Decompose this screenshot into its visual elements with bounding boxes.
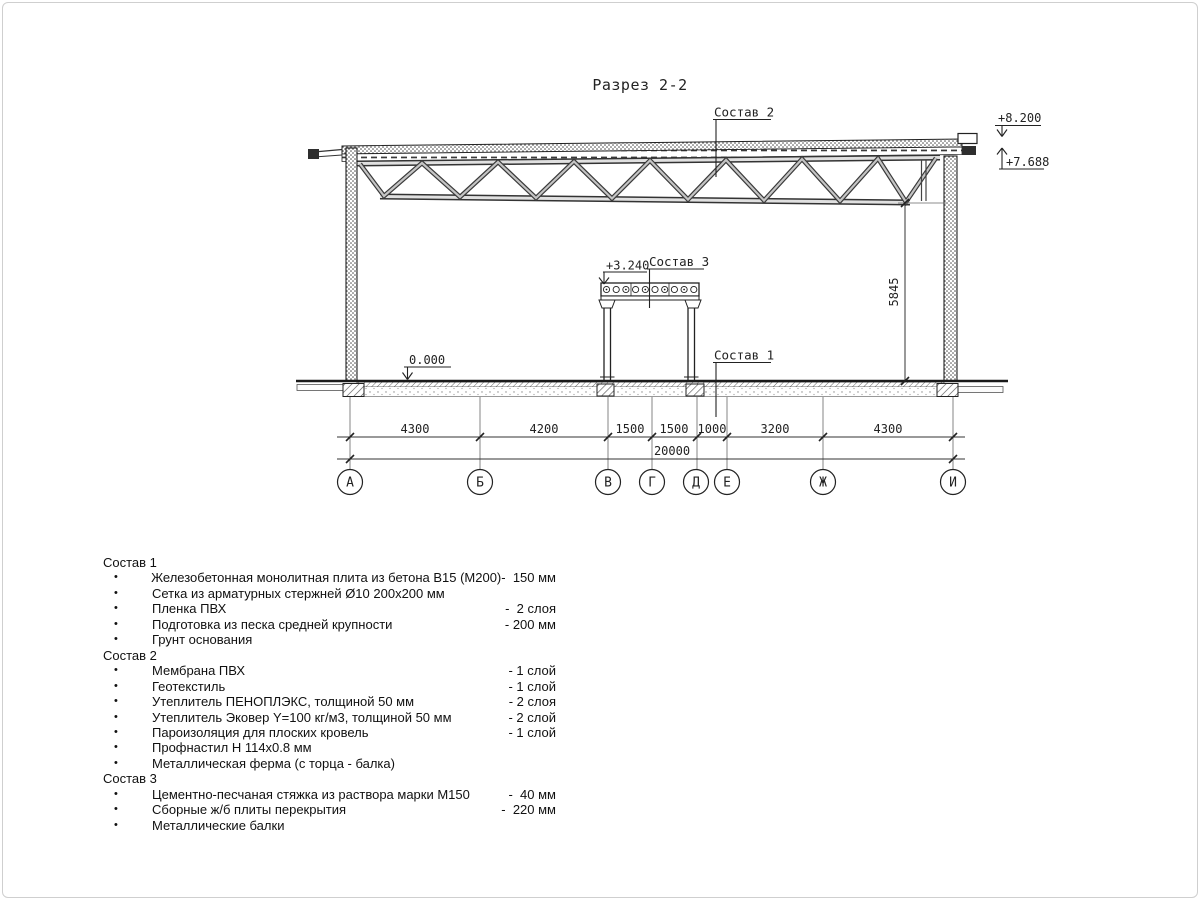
legend-item-text: Железобетонная монолитная плита из бетона В15 (М200) [151, 570, 502, 586]
floor-slab [296, 381, 1008, 397]
dim-height: 5845 [887, 277, 901, 307]
bullet-icon: • [114, 695, 118, 708]
label-sostav-2: Состав 2 [714, 104, 775, 120]
roof-truss [356, 158, 940, 203]
elevation-floor: 0.000 [409, 353, 446, 367]
left-eave-block [308, 149, 319, 159]
legend-item-text: Цементно-песчаная стяжка из раствора марки М150 [152, 786, 470, 802]
dim-total: 20000 [653, 444, 691, 458]
axis-v: В [604, 475, 612, 491]
dim-a-b: 4300 [400, 422, 430, 436]
legend-item [103, 802, 556, 817]
legend-item-text: Подготовка из песка средней крупности [152, 616, 393, 632]
legend-item-text: Профнастил Н 114x0.8 мм [152, 740, 312, 756]
drawing-title: Разрез 2-2 [592, 76, 688, 94]
legend-item [103, 787, 556, 802]
axis-b: Б [476, 475, 484, 491]
legend-item-text: Пароизоляция для плоских кровель [152, 724, 369, 740]
axis-i: И [949, 475, 957, 491]
legend-section-title: Состав 3 [103, 771, 157, 787]
legend-item-text: Утеплитель Эковер Y=100 кг/м3, толщиной 50 мм [152, 709, 452, 725]
legend-item-value: - 2 слоя [505, 601, 556, 617]
legend-item-value: - 150 мм [501, 570, 556, 586]
axis-d: Д [692, 475, 700, 491]
legend-item-text: Металлическая ферма (с торца - балка) [152, 755, 395, 771]
legend-item [103, 725, 556, 740]
bullet-icon: • [114, 664, 118, 677]
legend-item-text: Сетка из арматурных стержней Ø10 200x200 мм [152, 585, 445, 601]
vertical-dimension [887, 199, 946, 385]
right-eave-block [962, 146, 976, 155]
legend-section-title: Состав 1 [103, 555, 157, 570]
dim-e-zh: 3200 [760, 422, 790, 436]
bullet-icon: • [114, 571, 118, 584]
bullet-icon: • [114, 787, 118, 800]
bullet-icon: • [114, 818, 118, 831]
bullet-icon: • [114, 710, 118, 723]
legend-item-value: - 1 слой [508, 663, 556, 679]
bullet-icon: • [114, 602, 118, 615]
dim-b-v: 4200 [529, 422, 559, 436]
legend-item-value: - 220 мм [501, 802, 556, 818]
legend-item-text: Мембрана ПВХ [152, 663, 246, 679]
legend-item [103, 818, 556, 833]
legend-item [103, 617, 556, 632]
legend-item-value: - 200 мм [504, 616, 556, 632]
bullet-icon: • [114, 725, 118, 738]
legend-item-value: - 2 слой [508, 709, 556, 725]
bullet-icon: • [114, 741, 118, 754]
right-parapet-cap [958, 134, 977, 144]
legend-item [103, 679, 556, 694]
legend-item [103, 710, 556, 725]
legend-item-text: Сборные ж/б плиты перекрытия [152, 802, 347, 818]
legend-item [103, 586, 556, 601]
dimension-lines [337, 397, 965, 470]
label-sostav-3: Состав 3 [649, 254, 710, 269]
materials-legend [103, 555, 556, 833]
legend-item-text: Геотекстиль [152, 678, 226, 694]
legend-item-value: - 40 мм [508, 786, 556, 802]
label-sostav-1: Состав 1 [714, 347, 775, 363]
left-wall [346, 148, 357, 381]
elevation-roof-top: +8.200 [998, 111, 1042, 125]
legend-item [103, 694, 556, 709]
legend-item [103, 740, 556, 755]
dim-g-d: 1500 [659, 422, 689, 436]
bullet-icon: • [114, 617, 118, 630]
bullet-icon: • [114, 586, 118, 599]
legend-section-title: Состав 2 [103, 647, 157, 663]
axis-g: Г [648, 475, 656, 491]
legend-item-value: - 1 слой [508, 678, 556, 694]
bullet-icon: • [114, 679, 118, 692]
legend-item-text: Грунт основания [152, 632, 253, 648]
axis-a: А [346, 475, 354, 491]
legend-item [103, 601, 556, 616]
elevation-roof-edge: +7.688 [1006, 155, 1050, 169]
legend-item-value: - 2 слоя [508, 694, 556, 710]
legend-item-value: - 1 слой [508, 724, 556, 740]
bullet-icon: • [114, 803, 118, 816]
dim-v-g: 1500 [615, 422, 645, 436]
dim-d-e: 1000 [697, 422, 727, 436]
dimension-texts [401, 422, 903, 458]
legend-item [103, 663, 556, 678]
legend-item [103, 570, 556, 585]
elevation-mezzanine: +3.240 [606, 258, 650, 273]
axis-zh: Ж [819, 475, 827, 491]
dim-zh-i: 4300 [873, 422, 903, 436]
right-wall [944, 156, 957, 381]
axis-bubbles [338, 470, 966, 495]
bullet-icon: • [114, 633, 118, 646]
legend-item [103, 632, 556, 647]
legend-item-text: Утеплитель ПЕНОПЛЭКС, толщиной 50 мм [152, 694, 415, 710]
legend-item-text: Пленка ПВХ [152, 601, 227, 617]
axis-e: Е [723, 475, 731, 491]
legend-item-text: Металлические балки [152, 817, 285, 833]
legend-item [103, 756, 556, 771]
bullet-icon: • [114, 756, 118, 769]
